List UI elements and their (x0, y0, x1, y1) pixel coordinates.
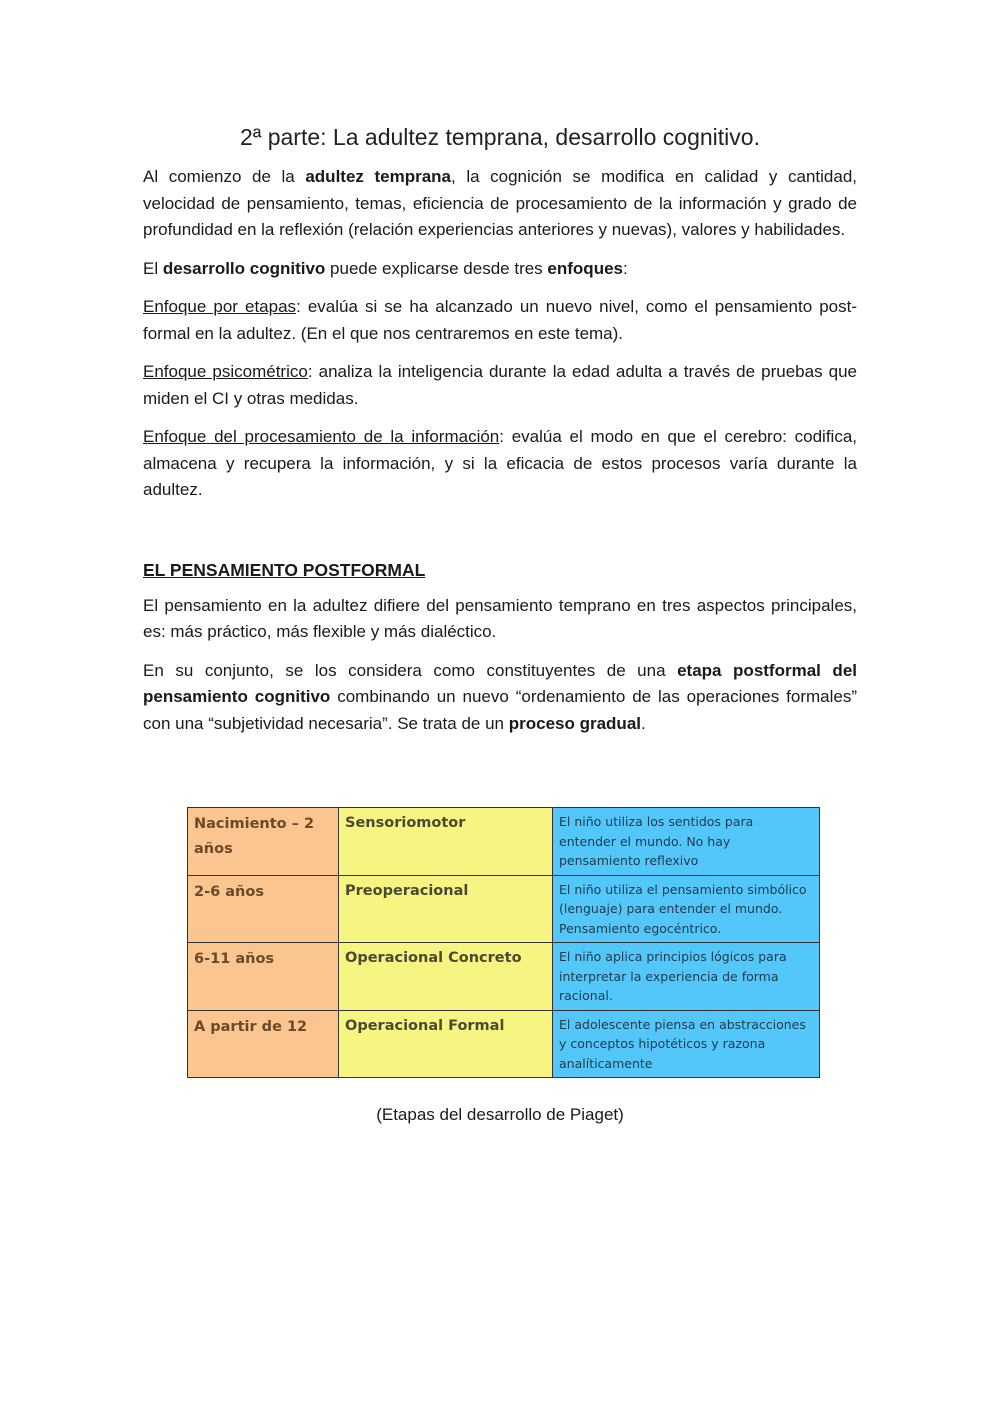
text-run: . (641, 713, 646, 733)
bold-term: enfoques (547, 258, 623, 278)
page-title: 2ª parte: La adultez temprana, desarrollo cognitivo. (240, 124, 760, 150)
enfoque-label: Enfoque psicométrico (143, 362, 308, 381)
bold-term: adultez temprana (305, 167, 452, 186)
enfoque-psicometrico (143, 359, 857, 412)
text-run: En su conjunto, se los considera como constituyentes de una (143, 660, 678, 680)
table-caption: (Etapas del desarrollo de Piaget) (376, 1105, 624, 1124)
text-run: : (622, 258, 628, 278)
bold-term: etapa postformal del pensamiento cognitivo (143, 660, 857, 706)
stage-cell: Sensoriomotor (339, 808, 553, 876)
enfoque-text: : analiza la inteligencia durante la edad adulta a través de pruebas que miden el CI y otras medidas. (143, 362, 857, 408)
table-row (188, 875, 820, 943)
enfoque-text: : evalúa el modo en que el cerebro: codifica, almacena y recupera la información, y si la eficacia de estos procesos varía durante la adultez. (143, 427, 857, 499)
stage-cell: Operacional Formal (339, 1010, 553, 1078)
postformal-paragraph: El pensamiento en la adultez difiere del pensamiento temprano en tres aspectos principales, es: más práctico, más flexible y más dialéctico. (143, 595, 857, 641)
text-run: combinando un nuevo “ordenamiento de las operaciones formales” con una “subjetividad necesaria”. Se trata de un (143, 687, 857, 733)
table-row (188, 943, 820, 1011)
postformal-stage-paragraph (143, 658, 857, 738)
enfoque-procesamiento (143, 424, 857, 504)
approaches-intro (143, 256, 857, 283)
stage-cell: Operacional Concreto (339, 943, 553, 1011)
text-run: Al comienzo de la (143, 167, 306, 186)
document-page (143, 118, 857, 749)
age-cell: A partir de 12 (188, 1010, 339, 1078)
age-cell: Nacimiento – 2 años (188, 808, 339, 876)
age-cell: 6-11 años (188, 943, 339, 1011)
text-run: El (143, 258, 163, 278)
description-cell: El adolescente piensa en abstracciones y conceptos hipotéticos y razona analíticamente (553, 1010, 820, 1078)
description-cell: El niño utiliza el pensamiento simbólico (lenguaje) para entender el mundo. Pensamiento egocéntrico. (553, 875, 820, 943)
text-run: puede explicarse desde tres (325, 258, 548, 278)
bold-term: desarrollo cognitivo (162, 258, 326, 278)
age-cell: 2-6 años (188, 875, 339, 943)
table-row (188, 808, 820, 876)
table-row (188, 1010, 820, 1078)
text-run: , la cognición se modifica en calidad y cantidad, velocidad de pensamiento, temas, eficiencia de procesamiento de la información y grado de profundidad en la reflexión (relación experiencias anteriores y nuevas), valores y habilidades. (143, 167, 857, 239)
bold-term: proceso gradual (508, 713, 641, 733)
section-heading: EL PENSAMIENTO POSTFORMAL (143, 559, 426, 580)
stage-cell: Preoperacional (339, 875, 553, 943)
enfoque-label: Enfoque del procesamiento de la información (143, 427, 500, 446)
description-cell: El niño utiliza los sentidos para entender el mundo. No hay pensamiento reflexivo (553, 808, 820, 876)
piaget-stages-table (187, 807, 820, 1078)
enfoque-text: : evalúa si se ha alcanzado un nuevo nivel, como el pensamiento post-formal en la adultez. (En el que nos centraremos en este tema). (143, 297, 857, 343)
enfoque-etapas (143, 294, 857, 347)
enfoque-label: Enfoque por etapas (143, 297, 297, 316)
intro-paragraph (143, 164, 857, 244)
description-cell: El niño aplica principios lógicos para interpretar la experiencia de forma racional. (553, 943, 820, 1011)
